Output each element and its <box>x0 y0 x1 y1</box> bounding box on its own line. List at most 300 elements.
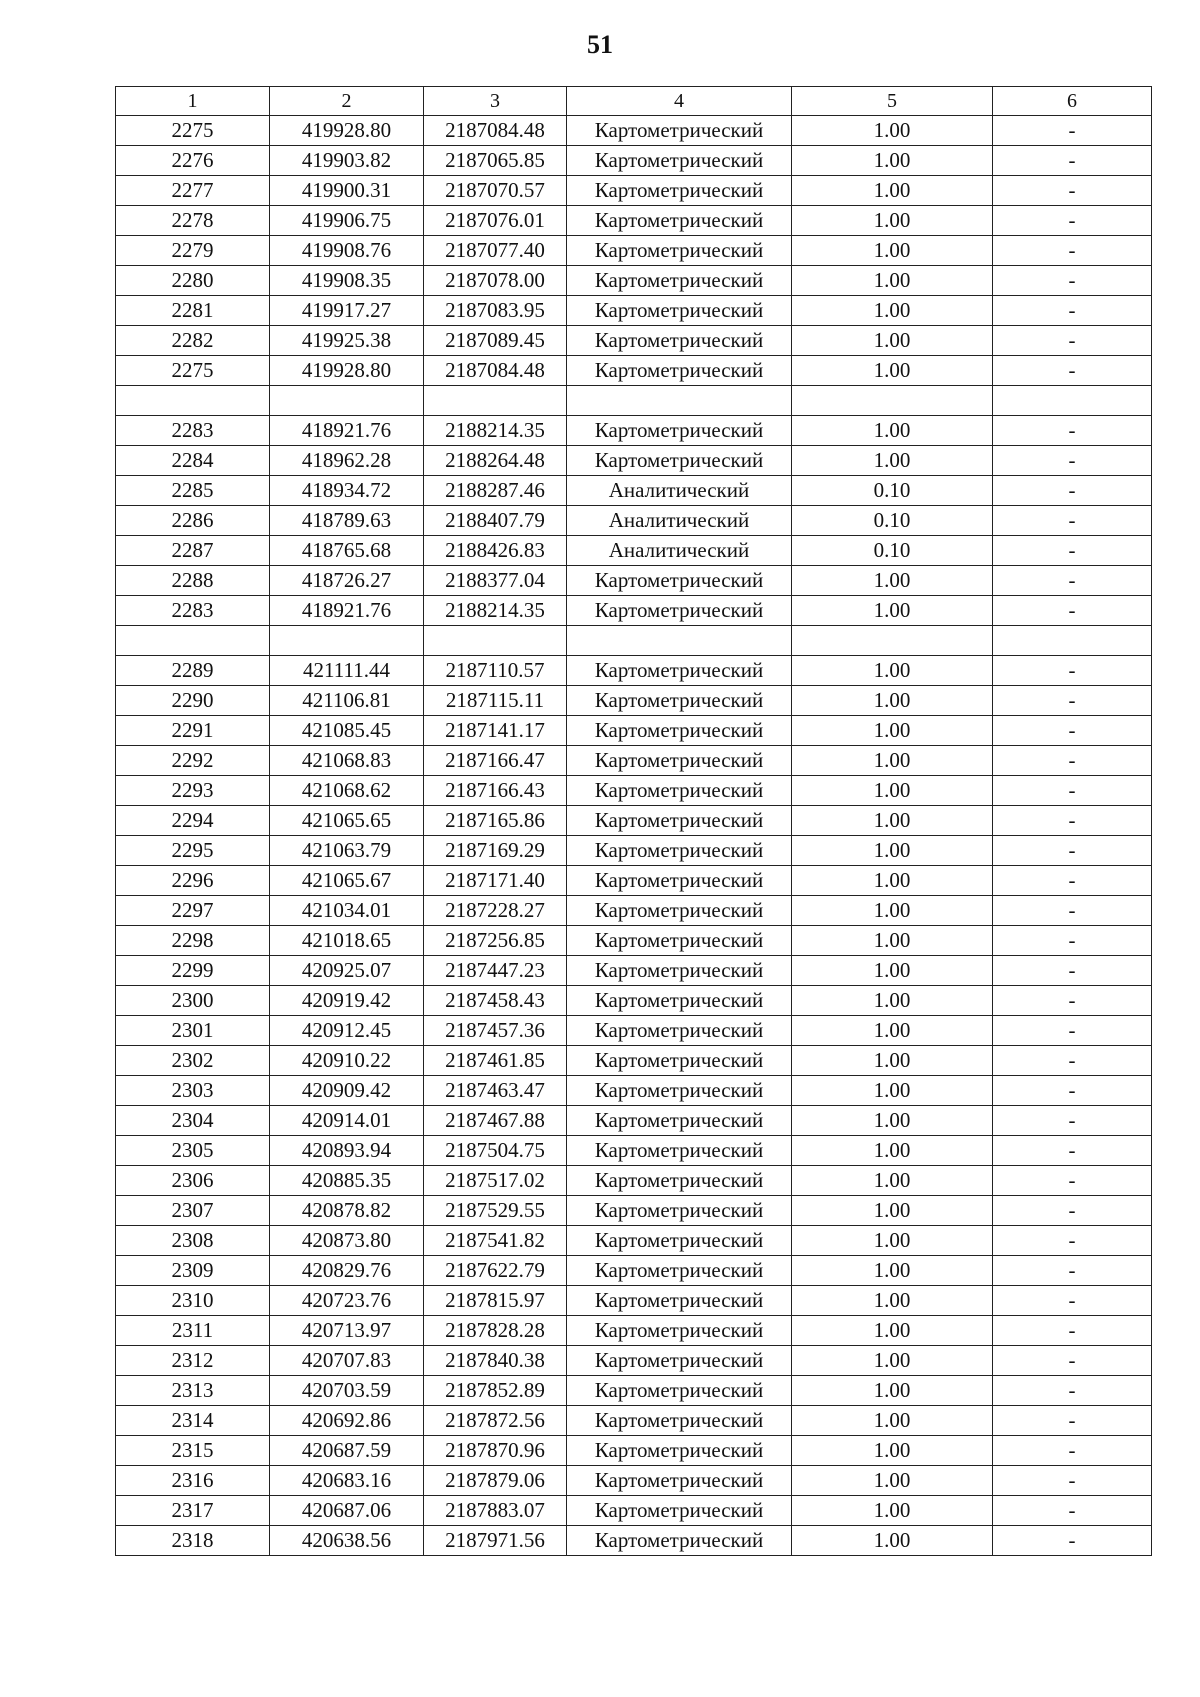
point-number-cell: 2283 <box>116 596 270 626</box>
table-row <box>116 566 1152 596</box>
table-row <box>116 1346 1152 1376</box>
accuracy-cell: 1.00 <box>792 206 993 236</box>
point-number-cell: 2299 <box>116 956 270 986</box>
description-cell: - <box>993 296 1152 326</box>
point-number-cell: 2303 <box>116 1076 270 1106</box>
description-cell: - <box>993 1046 1152 1076</box>
table-row <box>116 1526 1152 1556</box>
y-coordinate-cell: 2187256.85 <box>424 926 567 956</box>
y-coordinate-cell: 2187815.97 <box>424 1286 567 1316</box>
y-coordinate-cell: 2188264.48 <box>424 446 567 476</box>
table-row <box>116 1256 1152 1286</box>
x-coordinate-cell: 420723.76 <box>270 1286 424 1316</box>
x-coordinate-cell: 420914.01 <box>270 1106 424 1136</box>
x-coordinate-cell: 420638.56 <box>270 1526 424 1556</box>
accuracy-cell: 1.00 <box>792 716 993 746</box>
table-row <box>116 476 1152 506</box>
coordinates-table <box>115 86 1152 1556</box>
description-cell: - <box>993 1286 1152 1316</box>
y-coordinate-cell: 2187084.48 <box>424 356 567 386</box>
table-row <box>116 896 1152 926</box>
method-cell <box>567 386 792 416</box>
description-cell: - <box>993 506 1152 536</box>
point-number-cell: 2277 <box>116 176 270 206</box>
method-cell: Картометрический <box>567 146 792 176</box>
x-coordinate-cell: 420707.83 <box>270 1346 424 1376</box>
table-row <box>116 1166 1152 1196</box>
point-number-cell: 2282 <box>116 326 270 356</box>
table-row <box>116 836 1152 866</box>
accuracy-cell: 1.00 <box>792 116 993 146</box>
point-number-cell: 2306 <box>116 1166 270 1196</box>
x-coordinate-cell: 421068.83 <box>270 746 424 776</box>
description-cell: - <box>993 1256 1152 1286</box>
table-row <box>116 1286 1152 1316</box>
y-coordinate-cell: 2187529.55 <box>424 1196 567 1226</box>
method-cell: Картометрический <box>567 416 792 446</box>
accuracy-cell: 1.00 <box>792 956 993 986</box>
accuracy-cell: 1.00 <box>792 746 993 776</box>
x-coordinate-cell: 420703.59 <box>270 1376 424 1406</box>
method-cell: Картометрический <box>567 1436 792 1466</box>
y-coordinate-cell: 2187467.88 <box>424 1106 567 1136</box>
method-cell: Картометрический <box>567 1196 792 1226</box>
table-row <box>116 746 1152 776</box>
x-coordinate-cell: 419903.82 <box>270 146 424 176</box>
method-cell: Картометрический <box>567 176 792 206</box>
method-cell: Картометрический <box>567 1406 792 1436</box>
table-row <box>116 266 1152 296</box>
point-number-cell: 2304 <box>116 1106 270 1136</box>
description-cell: - <box>993 116 1152 146</box>
y-coordinate-cell: 2187065.85 <box>424 146 567 176</box>
method-cell: Картометрический <box>567 1106 792 1136</box>
x-coordinate-cell: 421111.44 <box>270 656 424 686</box>
table-row <box>116 596 1152 626</box>
point-number-cell: 2314 <box>116 1406 270 1436</box>
x-coordinate-cell: 420683.16 <box>270 1466 424 1496</box>
column-header: 2 <box>270 87 424 116</box>
method-cell: Картометрический <box>567 236 792 266</box>
page-number: 51 <box>587 30 613 59</box>
x-coordinate-cell: 419900.31 <box>270 176 424 206</box>
y-coordinate-cell: 2187078.00 <box>424 266 567 296</box>
description-cell: - <box>993 1016 1152 1046</box>
x-coordinate-cell: 421068.62 <box>270 776 424 806</box>
y-coordinate-cell: 2187840.38 <box>424 1346 567 1376</box>
point-number-cell: 2281 <box>116 296 270 326</box>
point-number-cell: 2315 <box>116 1436 270 1466</box>
point-number-cell: 2298 <box>116 926 270 956</box>
method-cell: Картометрический <box>567 566 792 596</box>
x-coordinate-cell: 418789.63 <box>270 506 424 536</box>
accuracy-cell: 1.00 <box>792 776 993 806</box>
method-cell: Картометрический <box>567 956 792 986</box>
point-number-cell: 2294 <box>116 806 270 836</box>
method-cell: Картометрический <box>567 986 792 1016</box>
description-cell: - <box>993 1076 1152 1106</box>
point-number-cell: 2285 <box>116 476 270 506</box>
table-row <box>116 776 1152 806</box>
table-separator-row <box>116 626 1152 656</box>
accuracy-cell: 1.00 <box>792 896 993 926</box>
point-number-cell: 2305 <box>116 1136 270 1166</box>
x-coordinate-cell: 420829.76 <box>270 1256 424 1286</box>
y-coordinate-cell: 2187461.85 <box>424 1046 567 1076</box>
y-coordinate-cell: 2187447.23 <box>424 956 567 986</box>
description-cell: - <box>993 656 1152 686</box>
method-cell: Картометрический <box>567 1136 792 1166</box>
y-coordinate-cell: 2187169.29 <box>424 836 567 866</box>
table-row <box>116 1076 1152 1106</box>
table-row <box>116 116 1152 146</box>
point-number-cell: 2295 <box>116 836 270 866</box>
x-coordinate-cell: 420713.97 <box>270 1316 424 1346</box>
x-coordinate-cell: 420893.94 <box>270 1136 424 1166</box>
method-cell: Картометрический <box>567 1166 792 1196</box>
accuracy-cell: 0.10 <box>792 476 993 506</box>
description-cell: - <box>993 806 1152 836</box>
y-coordinate-cell: 2187852.89 <box>424 1376 567 1406</box>
y-coordinate-cell: 2187228.27 <box>424 896 567 926</box>
point-number-cell: 2308 <box>116 1226 270 1256</box>
table-row <box>116 1496 1152 1526</box>
column-header: 3 <box>424 87 567 116</box>
y-coordinate-cell: 2187879.06 <box>424 1466 567 1496</box>
description-cell: - <box>993 236 1152 266</box>
table-row <box>116 656 1152 686</box>
accuracy-cell: 1.00 <box>792 296 993 326</box>
y-coordinate-cell: 2187076.01 <box>424 206 567 236</box>
y-coordinate-cell: 2187517.02 <box>424 1166 567 1196</box>
description-cell: - <box>993 986 1152 1016</box>
description-cell: - <box>993 1406 1152 1436</box>
description-cell: - <box>993 176 1152 206</box>
point-number-cell: 2300 <box>116 986 270 1016</box>
point-number-cell: 2313 <box>116 1376 270 1406</box>
accuracy-cell: 1.00 <box>792 1106 993 1136</box>
method-cell: Картометрический <box>567 836 792 866</box>
method-cell: Картометрический <box>567 806 792 836</box>
method-cell: Картометрический <box>567 1046 792 1076</box>
accuracy-cell: 1.00 <box>792 836 993 866</box>
point-number-cell: 2318 <box>116 1526 270 1556</box>
point-number-cell: 2291 <box>116 716 270 746</box>
description-cell: - <box>993 836 1152 866</box>
method-cell: Картометрический <box>567 1526 792 1556</box>
y-coordinate-cell <box>424 386 567 416</box>
accuracy-cell: 1.00 <box>792 866 993 896</box>
y-coordinate-cell: 2187872.56 <box>424 1406 567 1436</box>
table-row <box>116 326 1152 356</box>
x-coordinate-cell: 419928.80 <box>270 116 424 146</box>
accuracy-cell: 1.00 <box>792 326 993 356</box>
point-number-cell: 2278 <box>116 206 270 236</box>
accuracy-cell: 1.00 <box>792 656 993 686</box>
x-coordinate-cell: 418921.76 <box>270 416 424 446</box>
y-coordinate-cell: 2187084.48 <box>424 116 567 146</box>
point-number-cell <box>116 386 270 416</box>
table-row <box>116 956 1152 986</box>
accuracy-cell: 1.00 <box>792 1406 993 1436</box>
y-coordinate-cell: 2187463.47 <box>424 1076 567 1106</box>
description-cell: - <box>993 1466 1152 1496</box>
table-row <box>116 806 1152 836</box>
description-cell: - <box>993 1376 1152 1406</box>
accuracy-cell: 1.00 <box>792 986 993 1016</box>
x-coordinate-cell: 419906.75 <box>270 206 424 236</box>
description-cell: - <box>993 776 1152 806</box>
point-number-cell: 2307 <box>116 1196 270 1226</box>
point-number-cell: 2286 <box>116 506 270 536</box>
accuracy-cell: 1.00 <box>792 926 993 956</box>
description-cell: - <box>993 476 1152 506</box>
accuracy-cell: 1.00 <box>792 686 993 716</box>
method-cell: Картометрический <box>567 1076 792 1106</box>
description-cell: - <box>993 536 1152 566</box>
table-row <box>116 506 1152 536</box>
x-coordinate-cell: 419917.27 <box>270 296 424 326</box>
description-cell: - <box>993 1496 1152 1526</box>
description-cell: - <box>993 1106 1152 1136</box>
table-row <box>116 296 1152 326</box>
method-cell: Картометрический <box>567 1466 792 1496</box>
table-row <box>116 1046 1152 1076</box>
table-row <box>116 1136 1152 1166</box>
point-number-cell: 2309 <box>116 1256 270 1286</box>
method-cell: Картометрический <box>567 446 792 476</box>
y-coordinate-cell: 2187171.40 <box>424 866 567 896</box>
description-cell: - <box>993 1526 1152 1556</box>
accuracy-cell: 1.00 <box>792 1226 993 1256</box>
accuracy-cell: 1.00 <box>792 236 993 266</box>
accuracy-cell: 0.10 <box>792 506 993 536</box>
accuracy-cell: 1.00 <box>792 416 993 446</box>
table-row <box>116 1316 1152 1346</box>
method-cell: Картометрический <box>567 206 792 236</box>
table-row <box>116 1406 1152 1436</box>
method-cell: Аналитический <box>567 506 792 536</box>
accuracy-cell: 1.00 <box>792 446 993 476</box>
y-coordinate-cell: 2187166.43 <box>424 776 567 806</box>
y-coordinate-cell: 2187622.79 <box>424 1256 567 1286</box>
accuracy-cell <box>792 386 993 416</box>
table-header-row <box>116 87 1152 116</box>
y-coordinate-cell: 2187141.17 <box>424 716 567 746</box>
table-row <box>116 1376 1152 1406</box>
accuracy-cell: 1.00 <box>792 1376 993 1406</box>
method-cell: Картометрический <box>567 866 792 896</box>
description-cell: - <box>993 1316 1152 1346</box>
point-number-cell: 2310 <box>116 1286 270 1316</box>
x-coordinate-cell: 420912.45 <box>270 1016 424 1046</box>
table-row <box>116 1016 1152 1046</box>
method-cell: Картометрический <box>567 356 792 386</box>
accuracy-cell: 1.00 <box>792 1466 993 1496</box>
description-cell: - <box>993 1136 1152 1166</box>
accuracy-cell: 1.00 <box>792 596 993 626</box>
method-cell: Картометрический <box>567 1226 792 1256</box>
table-row <box>116 536 1152 566</box>
y-coordinate-cell: 2187504.75 <box>424 1136 567 1166</box>
x-coordinate-cell: 419908.76 <box>270 236 424 266</box>
description-cell: - <box>993 1436 1152 1466</box>
y-coordinate-cell: 2187971.56 <box>424 1526 567 1556</box>
method-cell: Картометрический <box>567 1016 792 1046</box>
y-coordinate-cell: 2187089.45 <box>424 326 567 356</box>
method-cell <box>567 626 792 656</box>
table-separator-row <box>116 386 1152 416</box>
x-coordinate-cell <box>270 626 424 656</box>
method-cell: Картометрический <box>567 1346 792 1376</box>
table-row <box>116 866 1152 896</box>
point-number-cell: 2283 <box>116 416 270 446</box>
description-cell: - <box>993 1226 1152 1256</box>
accuracy-cell: 1.00 <box>792 1016 993 1046</box>
description-cell: - <box>993 896 1152 926</box>
y-coordinate-cell: 2187165.86 <box>424 806 567 836</box>
point-number-cell: 2317 <box>116 1496 270 1526</box>
table-row <box>116 1226 1152 1256</box>
accuracy-cell: 1.00 <box>792 1076 993 1106</box>
x-coordinate-cell <box>270 386 424 416</box>
accuracy-cell: 1.00 <box>792 1496 993 1526</box>
description-cell: - <box>993 266 1152 296</box>
description-cell: - <box>993 326 1152 356</box>
point-number-cell: 2289 <box>116 656 270 686</box>
accuracy-cell: 1.00 <box>792 146 993 176</box>
column-header: 5 <box>792 87 993 116</box>
point-number-cell: 2288 <box>116 566 270 596</box>
method-cell: Аналитический <box>567 536 792 566</box>
method-cell: Картометрический <box>567 266 792 296</box>
y-coordinate-cell: 2187115.11 <box>424 686 567 716</box>
x-coordinate-cell: 418765.68 <box>270 536 424 566</box>
accuracy-cell: 1.00 <box>792 1346 993 1376</box>
table-row <box>116 1196 1152 1226</box>
y-coordinate-cell: 2188377.04 <box>424 566 567 596</box>
y-coordinate-cell: 2187541.82 <box>424 1226 567 1256</box>
point-number-cell: 2296 <box>116 866 270 896</box>
accuracy-cell <box>792 626 993 656</box>
y-coordinate-cell <box>424 626 567 656</box>
x-coordinate-cell: 419928.80 <box>270 356 424 386</box>
description-cell: - <box>993 866 1152 896</box>
point-number-cell: 2275 <box>116 116 270 146</box>
point-number-cell: 2284 <box>116 446 270 476</box>
y-coordinate-cell: 2187870.96 <box>424 1436 567 1466</box>
point-number-cell: 2301 <box>116 1016 270 1046</box>
table-row <box>116 176 1152 206</box>
x-coordinate-cell: 418921.76 <box>270 596 424 626</box>
x-coordinate-cell: 420910.22 <box>270 1046 424 1076</box>
y-coordinate-cell: 2188287.46 <box>424 476 567 506</box>
x-coordinate-cell: 420919.42 <box>270 986 424 1016</box>
x-coordinate-cell: 420925.07 <box>270 956 424 986</box>
description-cell: - <box>993 596 1152 626</box>
description-cell: - <box>993 746 1152 776</box>
x-coordinate-cell: 418934.72 <box>270 476 424 506</box>
table-row <box>116 1466 1152 1496</box>
table-row <box>116 356 1152 386</box>
accuracy-cell: 1.00 <box>792 1046 993 1076</box>
description-cell: - <box>993 356 1152 386</box>
description-cell: - <box>993 146 1152 176</box>
table-row <box>116 236 1152 266</box>
description-cell: - <box>993 1346 1152 1376</box>
method-cell: Картометрический <box>567 746 792 776</box>
point-number-cell: 2276 <box>116 146 270 176</box>
coordinates-table-body <box>116 87 1152 1556</box>
y-coordinate-cell: 2187110.57 <box>424 656 567 686</box>
accuracy-cell: 1.00 <box>792 1286 993 1316</box>
method-cell: Картометрический <box>567 656 792 686</box>
method-cell: Картометрический <box>567 686 792 716</box>
table-row <box>116 1106 1152 1136</box>
description-cell: - <box>993 1166 1152 1196</box>
accuracy-cell: 1.00 <box>792 356 993 386</box>
x-coordinate-cell: 421065.67 <box>270 866 424 896</box>
table-row <box>116 446 1152 476</box>
method-cell: Картометрический <box>567 1286 792 1316</box>
y-coordinate-cell: 2188214.35 <box>424 416 567 446</box>
accuracy-cell: 1.00 <box>792 1436 993 1466</box>
x-coordinate-cell: 421063.79 <box>270 836 424 866</box>
method-cell: Картометрический <box>567 776 792 806</box>
table-row <box>116 986 1152 1016</box>
method-cell: Картометрический <box>567 326 792 356</box>
point-number-cell: 2275 <box>116 356 270 386</box>
x-coordinate-cell: 420909.42 <box>270 1076 424 1106</box>
column-header: 1 <box>116 87 270 116</box>
table-row <box>116 716 1152 746</box>
accuracy-cell: 1.00 <box>792 176 993 206</box>
method-cell: Картометрический <box>567 716 792 746</box>
point-number-cell: 2297 <box>116 896 270 926</box>
accuracy-cell: 0.10 <box>792 536 993 566</box>
point-number-cell: 2312 <box>116 1346 270 1376</box>
point-number-cell <box>116 626 270 656</box>
point-number-cell: 2293 <box>116 776 270 806</box>
point-number-cell: 2302 <box>116 1046 270 1076</box>
accuracy-cell: 1.00 <box>792 1316 993 1346</box>
accuracy-cell: 1.00 <box>792 1526 993 1556</box>
x-coordinate-cell: 420687.06 <box>270 1496 424 1526</box>
description-cell: - <box>993 416 1152 446</box>
accuracy-cell: 1.00 <box>792 1166 993 1196</box>
description-cell: - <box>993 1196 1152 1226</box>
description-cell: - <box>993 716 1152 746</box>
method-cell: Картометрический <box>567 1496 792 1526</box>
method-cell: Картометрический <box>567 926 792 956</box>
point-number-cell: 2311 <box>116 1316 270 1346</box>
y-coordinate-cell: 2187457.36 <box>424 1016 567 1046</box>
point-number-cell: 2287 <box>116 536 270 566</box>
accuracy-cell: 1.00 <box>792 1136 993 1166</box>
description-cell: - <box>993 446 1152 476</box>
table-row <box>116 146 1152 176</box>
y-coordinate-cell: 2188214.35 <box>424 596 567 626</box>
x-coordinate-cell: 421034.01 <box>270 896 424 926</box>
method-cell: Картометрический <box>567 296 792 326</box>
y-coordinate-cell: 2188426.83 <box>424 536 567 566</box>
description-cell: - <box>993 926 1152 956</box>
point-number-cell: 2280 <box>116 266 270 296</box>
method-cell: Картометрический <box>567 1316 792 1346</box>
description-cell <box>993 386 1152 416</box>
y-coordinate-cell: 2187166.47 <box>424 746 567 776</box>
x-coordinate-cell: 420687.59 <box>270 1436 424 1466</box>
